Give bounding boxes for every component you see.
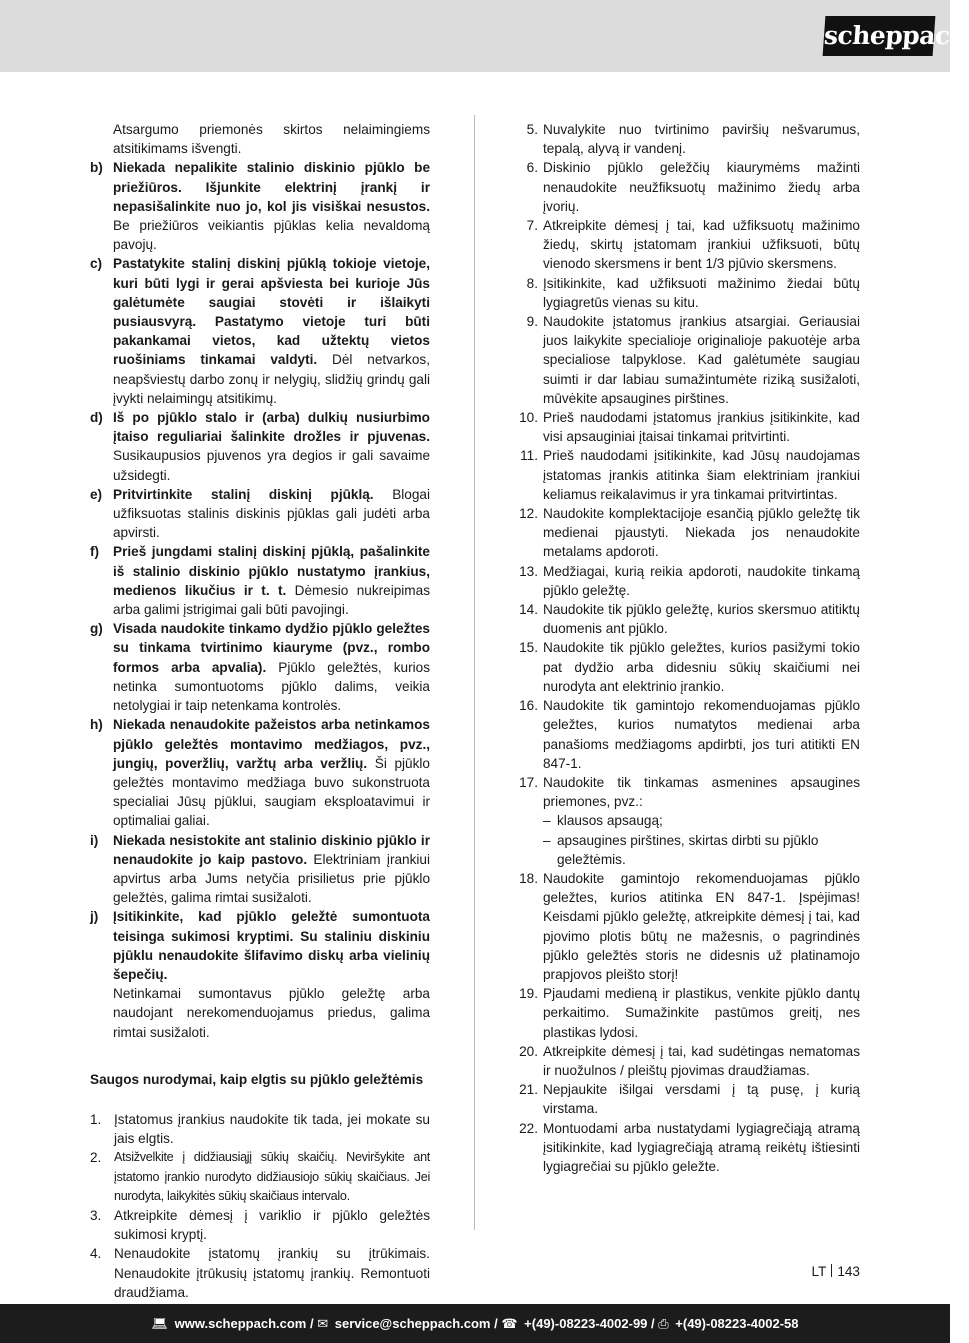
footer-website[interactable]: www.scheppach.com /: [174, 1316, 314, 1331]
numbered-item: [90, 1206, 430, 1244]
page-number: [811, 1264, 860, 1279]
item-number: 13.: [519, 563, 538, 579]
numbered-item: [90, 1148, 430, 1206]
item-label: j): [90, 909, 99, 925]
item-text: Elektriniam įrankiui apvirtus arba Jums netyčia prisilietus prie pjūklo geležtės, galima rimtai susižaloti.: [113, 851, 430, 906]
item-text: Blogai užfiksuotas stalinis diskinis pjūklas gali judėti arba apvirsti.: [113, 486, 430, 541]
footer-bar: [0, 1304, 950, 1343]
list-item: [90, 158, 430, 254]
header-band: [0, 0, 969, 72]
item-number: 5.: [526, 122, 538, 137]
numbered-item: [518, 120, 860, 158]
numbered-item: [90, 1244, 430, 1302]
item-number: 14.: [519, 602, 538, 618]
item-text: Naudokite gamintojo rekomenduojamas pjūklo geležtes, kurios atitinka EN 847-1. Įspėjimas! Keisdami pjūklo geležtę, atkreipkite dėmesį į tai, kad pjovimo plotis būtų ne mažesnis, o pagrindinės pjūklo geležtės storis ne didesnis už platinamojo prapjovos pleišto storį!: [543, 870, 860, 982]
item-text: Montuodami arba nustatydami lygiagrečiąją atramą įsitikinkite, kad lygiagrečiąją atramą reikėtų ištiesinti lygiagrečiai su pjūklo geležte.: [543, 1120, 860, 1174]
item-text: Atkreipkite dėmesį į tai, kad sudėtingas nematomas ir nuožulnos / pleištų pjovimas draudžiamas.: [543, 1043, 860, 1078]
column-divider: [474, 115, 475, 1230]
dash-list: [518, 811, 860, 869]
item-bold-text: Pritvirtinkite stalinį diskinį pjūklą.: [113, 486, 374, 502]
phone-icon: ☎︎: [501, 1316, 518, 1331]
item-text: Įsitikinkite, kad užfiksuoti mažinimo žiedai būtų lygiagretūs vienas su kitu.: [543, 275, 860, 310]
item-text: Be priežiūros veikiantis pjūklas kelia nevaldomą pavojų.: [113, 218, 430, 253]
item-text: Naudokite tik pjūklo geležtes, kurios pasižymi tokio pat dydžio arba didesniu sūkių skaičiumi nei nurodyta ant elektrinio įrankio.: [543, 640, 860, 694]
item-text: Naudokite komplektacijoje esančią pjūklo geležtę tik medienai pjaustyti. Niekada jos nenaudokite metalams apdoroti.: [543, 506, 860, 560]
numbered-item: [518, 504, 860, 562]
numbered-list-right: [518, 120, 860, 811]
list-item: [90, 254, 430, 408]
item-number: 20.: [519, 1043, 538, 1059]
numbered-item: [518, 1080, 860, 1118]
numbered-item: [518, 1119, 860, 1177]
dash-item: [518, 831, 860, 869]
intro-paragraph: Atsargumo priemonės skirtos nelaimingiems atsitikimams išvengti.: [113, 122, 430, 157]
numbered-item: [518, 638, 860, 696]
item-text: Prieš naudodami įsitikinkite, kad Jūsų naudojamas įstatomas įrankis atitinka šiam elektriniam įrankiui keliamus reikalavimus ir yra tinkamai pritvirtintas.: [543, 448, 860, 502]
item-number: 12.: [519, 506, 538, 522]
numbered-item: [518, 984, 860, 1042]
item-text: Atkreipkite dėmesį į tai, kad užfiksuotų mažinimo žiedų, skirtų įstatomam įrankiui užfiksuoti, būtų vienodo skersmens ir bent 1/3 pjūvio skersmens.: [543, 218, 860, 272]
item-number: 19.: [519, 986, 538, 1002]
list-item: [90, 907, 430, 984]
item-text: Atkreipkite dėmesį į variklio ir pjūklo geležtės sukimosi kryptį.: [114, 1207, 430, 1243]
item-number: 16.: [519, 698, 538, 714]
item-number: 3.: [90, 1207, 102, 1223]
list-item: [90, 485, 430, 543]
item-text: Prieš naudodami įstatomus įrankius įsitikinkite, kad visi apsauginiai įtaisai tinkamai pritvirtinti.: [543, 410, 860, 445]
language-code: LT: [811, 1264, 827, 1279]
item-bold-text: Pastatykite stalinį diskinį pjūklą tokioje vietoje, kuri būti lygi ir gerai apšviesta bei kurioje Jūs galėtumėte saugiai stovėti ir išlaikyti pusiausvyrą. Pastatymo vietoje turi būti pakankamai vietos, kad užtektų vietos ruošiniams tinkamai valdyti.: [113, 256, 430, 368]
item-number: 11.: [520, 448, 538, 464]
item-text: apsaugines pirštines, skirtas dirbti su pjūklo geležtėmis.: [557, 832, 819, 867]
item-bold-text: Niekada nepalikite stalinio diskinio pjūklo be priežiūros. Išjunkite elektrinį įrankį ir nepasišalinkite nuo jo, kol jis visiškai nesustos.: [113, 160, 430, 214]
numbered-item: [518, 696, 860, 773]
numbered-item: [518, 1042, 860, 1080]
item-label: d): [90, 410, 103, 426]
item-text: Dėmesio nukreipimas arba galimi įstrigimai gali būti pavojingi.: [113, 582, 430, 618]
mail-icon: ✉︎: [317, 1316, 329, 1331]
numbered-item: [518, 274, 860, 312]
numbered-item: [518, 600, 860, 638]
item-number: 1.: [90, 1111, 102, 1127]
footer-email[interactable]: service@scheppach.com /: [334, 1316, 498, 1331]
dash-marker: –: [543, 832, 551, 848]
numbered-item: [518, 216, 860, 274]
item-number: 7.: [526, 218, 538, 234]
section-title: Saugos nurodymai, kaip elgtis su pjūklo geležtėmis: [90, 1071, 424, 1087]
item-text: Pjaudami medieną ir plastikus, venkite pjūklo dantų perkaitimo. Sumažinkite pastūmos greitį, nes plastikas lydosi.: [543, 986, 860, 1040]
page-separator: [831, 1264, 832, 1277]
numbered-item: [518, 562, 860, 600]
item-text: Pjūklo geležtės, kurios netinka sumontuotoms pjūklo dalims, veikia netolygiai ir taip netenkama kontrolės.: [113, 659, 430, 714]
list-item: [90, 542, 430, 619]
item-bold-text: Niekada nenaudokite pažeistos arba netinkamos pjūklo geležtės montavimo medžiagos, pvz., jungių, poveržlių, varžtų arba veržlių.: [113, 717, 430, 771]
list-item: [90, 408, 430, 485]
item-number: 15.: [519, 640, 538, 656]
numbered-item: [518, 408, 860, 446]
item-bold-text: Visada naudokite tinkamo dydžio pjūklo geležtes su tinkama tvirtinimo kiauryme (pvz., rombo formos arba apvalia).: [113, 621, 430, 675]
item-j-continuation: Netinkamai sumontavus pjūklo geležtę arba naudojant nerekomenduojamus priedus, galima rimtai susižaloti.: [113, 986, 430, 1040]
item-label: c): [90, 256, 103, 272]
lettered-list: [90, 158, 430, 984]
numbered-item: [90, 1110, 430, 1148]
footer-fax: +(49)-08223-4002-58: [675, 1316, 799, 1331]
item-label: e): [90, 486, 103, 502]
item-text: Nepjaukite išilgai versdami į tą pusę, į kurią virstama.: [543, 1082, 860, 1117]
footer-phone: +(49)-08223-4002-99 /: [524, 1316, 655, 1331]
list-item: [90, 831, 430, 908]
item-label: f): [90, 544, 100, 560]
numbered-list-left: [90, 1110, 430, 1302]
left-column: [90, 120, 430, 1302]
fax-icon: ⎙: [658, 1316, 669, 1331]
list-item: [90, 715, 430, 830]
item-bold-text: Iš po pjūklo stalo ir (arba) dulkių nusiurbimo įtaiso reguliariai šalinkite drožles ir pjuvenas.: [113, 410, 430, 445]
item-text: Naudokite tik tinkamas asmenines apsaugines priemones, pvz.:: [543, 774, 860, 810]
page-number-value: 143: [837, 1264, 860, 1279]
item-text: Medžiagai, kurią reikia apdoroti, naudokite tinkamą pjūklo geležtę.: [543, 563, 860, 598]
dash-item: [518, 811, 860, 830]
item-text: Naudokite įstatomus įrankius atsargiai. Geriausiai juos laikykite specialioje originalioje pakuotėje arba specialiose talpyklose. Kad galėtumėte saugiau suimti ir dar labiau sumažintumėte riziką susižaloti, mūvėkite apsaugines pirštines.: [543, 314, 860, 406]
item-text: Diskinio pjūklo geležčių kiaurymėms mažinti nenaudokite neužfiksuotų mažinimo žiedų arba įvorių.: [543, 160, 860, 214]
item-text: Įstatomus įrankius naudokite tik tada, jei mokate su jais elgtis.: [114, 1111, 430, 1147]
numbered-item: [518, 312, 860, 408]
item-text: Dėl netvarkos, neapšviestų darbo zonų ir nelygių, slidžių grindų gali įvykti nelaimingų atsitikimų.: [113, 352, 430, 406]
numbered-item: [518, 446, 860, 504]
item-number: 4.: [90, 1246, 102, 1262]
item-number: 21.: [519, 1082, 538, 1098]
item-text: Atsižvelkite į didžiausiąjį sūkių skaičių. Neviršykite ant įstatomo įrankio nurodyto didžiausiojo sūkių skaičiaus. Jei nurodyta, laikykitės sūkių skaičiaus intervalo.: [114, 1150, 430, 1203]
item-label: h): [90, 717, 103, 733]
item-bold-text: Prieš jungdami stalinį diskinį pjūklą, pašalinkite iš stalinio diskinio pjūklo nustatymo įrankius, medienos likučius ir t. t.: [113, 544, 430, 598]
computer-icon: 💻︎: [151, 1316, 168, 1331]
item-number: 18.: [519, 870, 538, 886]
item-text: Ši pjūklo geležtės montavimo medžiaga buvo sukonstruota specialiai Jūsų pjūklui, saugiam eksploatavimui ir optimaliai galiai.: [113, 755, 430, 829]
numbered-item: [518, 869, 860, 984]
numbered-item: [518, 773, 860, 811]
item-number: 17.: [519, 774, 538, 790]
right-column: [518, 120, 860, 1176]
item-text: Naudokite tik gamintojo rekomenduojamas pjūklo geležtes, kurios numatytos medienai arba panašioms medžiagoms apdirbti, jos turi atitikti EN 847-1.: [543, 698, 860, 771]
item-text: Susikaupusios pjuvenos yra degios ir gali savaime užsidegti.: [113, 448, 430, 483]
item-text: klausos apsaugą;: [557, 813, 663, 829]
item-label: g): [90, 621, 103, 637]
item-label: i): [90, 832, 99, 848]
item-text: Naudokite tik pjūklo geležtę, kurios skersmuo atitiktų duomenis ant pjūklo.: [543, 602, 860, 637]
numbered-item: [518, 158, 860, 216]
dash-marker: –: [543, 813, 551, 829]
scheppach-logo: scheppach: [823, 16, 936, 56]
item-number: 2.: [90, 1150, 102, 1166]
item-text: Nuvalykite nuo tvirtinimo paviršių nešvarumus, tepalą, alyvą ir vandenį.: [543, 122, 860, 157]
item-number: 8.: [526, 275, 538, 291]
item-number: 22.: [519, 1120, 538, 1136]
item-bold-text: Įsitikinkite, kad pjūklo geležtė sumontuota teisinga sukimosi kryptimi. Su staliniu diskiniu pjūklu nenaudokite šlifavimo diskų arba vielinių šepečių.: [113, 909, 430, 982]
item-bold-text: Niekada nesistokite ant stalinio diskinio pjūklo ir nenaudokite jo kaip pastovo.: [113, 832, 430, 867]
item-number: 9.: [526, 314, 538, 330]
numbered-list-right-cont: [518, 869, 860, 1176]
list-item: [90, 619, 430, 715]
item-text: Nenaudokite įstatomų įrankių su įtrūkimais. Nenaudokite įtrūkusių įstatomų įrankių. Remontuoti draudžiama.: [114, 1246, 430, 1300]
item-number: 6.: [526, 160, 538, 176]
item-number: 10.: [519, 410, 538, 426]
item-label: b): [90, 160, 103, 176]
